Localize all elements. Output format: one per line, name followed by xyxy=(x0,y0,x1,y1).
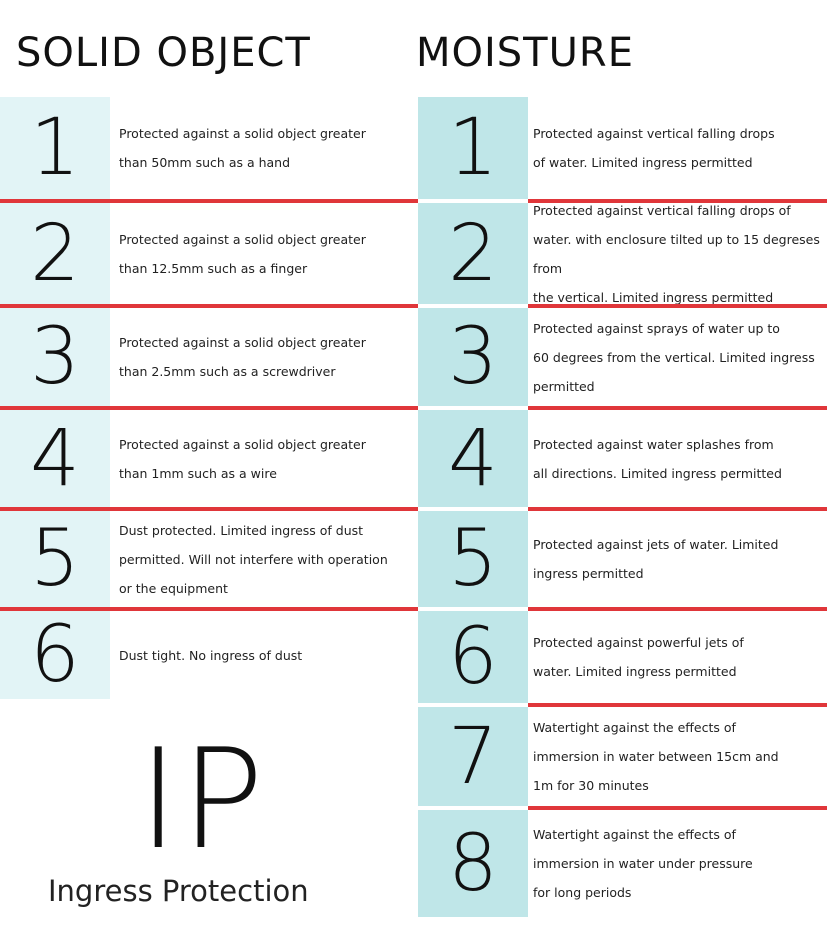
moisture-level-description xyxy=(533,308,823,406)
description-text: Protected against a solid object greater than 1mm such as a wire xyxy=(119,436,366,481)
moisture-level-number: 8 xyxy=(418,810,528,917)
heading-solid-object: SOLID OBJECT xyxy=(16,30,311,76)
moisture-level-number: 5 xyxy=(418,511,528,607)
solid-level-description xyxy=(119,511,409,607)
solid-level-number: 6 xyxy=(0,611,110,699)
description-text: Protected against powerful jets of water. Limited ingress permitted xyxy=(533,635,744,679)
solid-level-description xyxy=(119,410,409,507)
solid-level-description xyxy=(119,97,409,199)
description-text: Protected against a solid object greater than 2.5mm such as a screwdriver xyxy=(119,335,366,379)
description-text: Dust protected. Limited ingress of dust permitted. Will not interfere with operation or the equipment xyxy=(119,522,388,596)
solid-level-number: 4 xyxy=(0,410,110,507)
moisture-level-description xyxy=(533,611,823,703)
description-text: Protected against vertical falling drops of water. with enclosure tilted up to 15 degreses from the vertical. Limited ingress permitted xyxy=(533,202,820,305)
moisture-level-number: 3 xyxy=(418,308,528,406)
heading-moisture: MOISTURE xyxy=(416,30,634,76)
description-text: Watertight against the effects of immersion in water under pressure for long periods xyxy=(533,827,753,900)
moisture-level-description xyxy=(533,410,823,507)
ip-title: IP xyxy=(138,719,266,880)
moisture-level-number: 7 xyxy=(418,707,528,806)
ip-subtitle: Ingress Protection xyxy=(48,874,309,908)
solid-level-number: 5 xyxy=(0,511,110,607)
description-text: Protected against jets of water. Limited ingress permitted xyxy=(533,537,779,581)
moisture-level-number: 6 xyxy=(418,611,528,703)
solid-level-description xyxy=(119,611,409,699)
moisture-level-description xyxy=(533,97,823,199)
description-text: Dust tight. No ingress of dust xyxy=(119,647,303,663)
solid-level-number: 3 xyxy=(0,308,110,406)
solid-level-description xyxy=(119,203,409,304)
moisture-level-number: 2 xyxy=(418,203,528,304)
moisture-level-description xyxy=(533,810,823,917)
moisture-level-number: 4 xyxy=(418,410,528,507)
description-text: Protected against a solid object greater than 50mm such as a hand xyxy=(119,126,366,170)
description-text: Protected against a solid object greater than 12.5mm such as a finger xyxy=(119,231,366,276)
solid-level-number: 1 xyxy=(0,97,110,199)
moisture-level-description xyxy=(533,511,823,607)
description-text: Protected against vertical falling drops of water. Limited ingress permitted xyxy=(533,126,775,170)
description-text: Protected against sprays of water up to 60 degrees from the vertical. Limited ingress permitted xyxy=(533,320,815,394)
solid-level-description xyxy=(119,308,409,406)
moisture-level-number: 1 xyxy=(418,97,528,199)
description-text: Watertight against the effects of immersion in water between 15cm and 1m for 30 minutes xyxy=(533,720,779,793)
solid-level-number: 2 xyxy=(0,203,110,304)
description-text: Protected against water splashes from all directions. Limited ingress permitted xyxy=(533,436,782,481)
moisture-level-description xyxy=(533,203,823,304)
moisture-level-description xyxy=(533,707,823,806)
